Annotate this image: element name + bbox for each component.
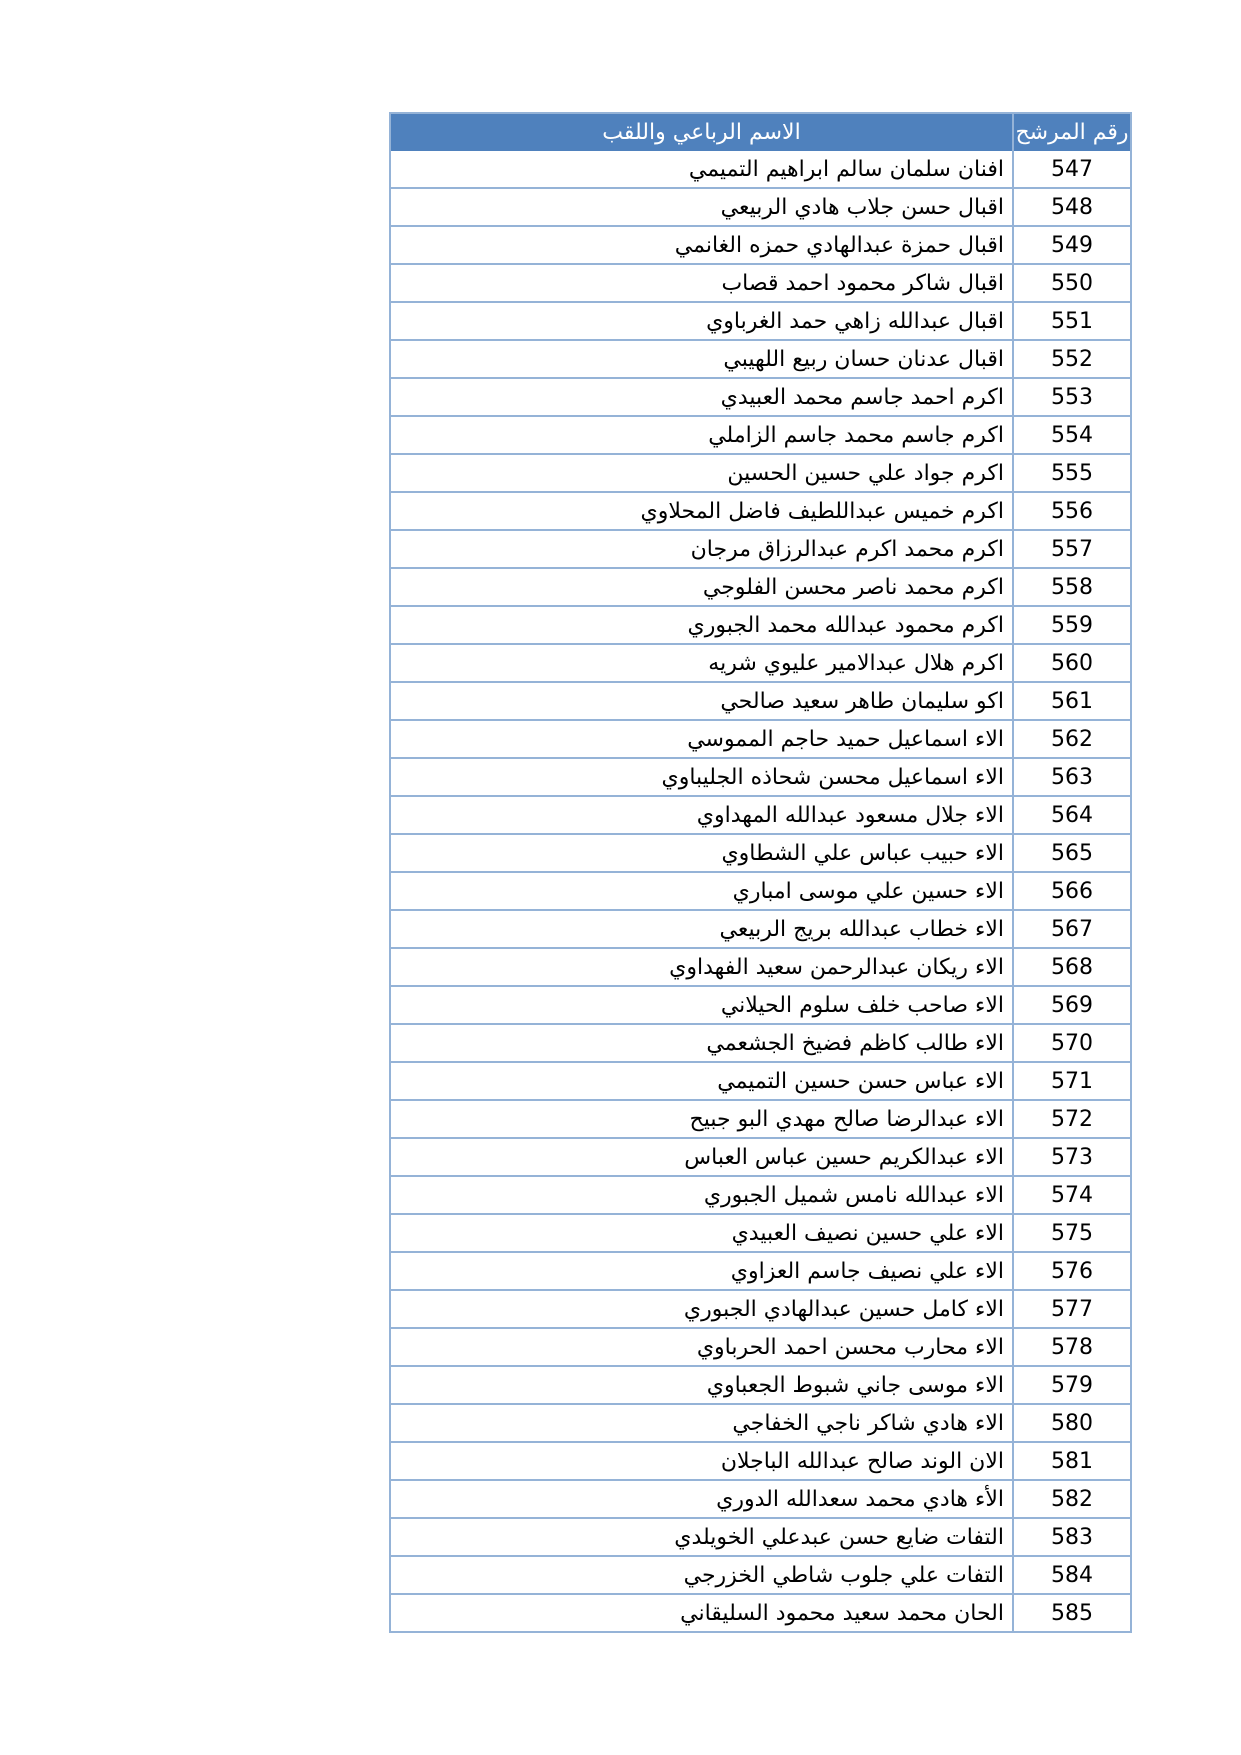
table-row (390, 454, 1131, 492)
candidate-number: 553 (1013, 378, 1131, 416)
candidate-name: اكرم محمد ناصر محسن الفلوجي (390, 568, 1013, 606)
table-row (390, 1290, 1131, 1328)
candidate-number: 584 (1013, 1556, 1131, 1594)
table-row (390, 1480, 1131, 1518)
candidate-number: 568 (1013, 948, 1131, 986)
candidate-name: الاء صاحب خلف سلوم الحيلاني (390, 986, 1013, 1024)
candidate-number: 560 (1013, 644, 1131, 682)
header-full-name: الاسم الرباعي واللقب (390, 113, 1013, 151)
table-row (390, 1594, 1131, 1632)
table-row (390, 606, 1131, 644)
candidate-name: الحان محمد سعيد محمود السليقاني (390, 1594, 1013, 1632)
candidate-name: التفات علي جلوب شاطي الخزرجي (390, 1556, 1013, 1594)
candidate-name: اكرم خميس عبداللطيف فاضل المحلاوي (390, 492, 1013, 530)
candidate-name: اكرم جواد علي حسين الحسين (390, 454, 1013, 492)
candidate-number: 564 (1013, 796, 1131, 834)
candidate-number: 576 (1013, 1252, 1131, 1290)
candidate-name: الأء هادي محمد سعدالله الدوري (390, 1480, 1013, 1518)
candidate-name: اقبال عبدالله زاهي حمد الغرباوي (390, 302, 1013, 340)
candidate-number: 554 (1013, 416, 1131, 454)
candidate-number: 566 (1013, 872, 1131, 910)
table-row (390, 226, 1131, 264)
candidate-name: الاء خطاب عبدالله بريج الربيعي (390, 910, 1013, 948)
candidate-number: 569 (1013, 986, 1131, 1024)
candidate-number: 556 (1013, 492, 1131, 530)
candidate-number: 571 (1013, 1062, 1131, 1100)
candidate-name: الاء طالب كاظم فضيخ الجشعمي (390, 1024, 1013, 1062)
candidate-name: الاء كامل حسين عبدالهادي الجبوري (390, 1290, 1013, 1328)
candidate-number: 555 (1013, 454, 1131, 492)
candidate-number: 563 (1013, 758, 1131, 796)
table-row (390, 1518, 1131, 1556)
table-row (390, 796, 1131, 834)
candidate-number: 585 (1013, 1594, 1131, 1632)
candidate-name: اكرم هلال عبدالامير عليوي شريه (390, 644, 1013, 682)
candidate-name: الاء اسماعيل محسن شحاذه الجليباوي (390, 758, 1013, 796)
candidate-name: الاء حبيب عباس علي الشطاوي (390, 834, 1013, 872)
table-row (390, 416, 1131, 454)
table-row (390, 1062, 1131, 1100)
candidate-number: 583 (1013, 1518, 1131, 1556)
table-row (390, 492, 1131, 530)
candidate-number: 550 (1013, 264, 1131, 302)
table-row (390, 1442, 1131, 1480)
candidate-name: اكرم احمد جاسم محمد العبيدي (390, 378, 1013, 416)
candidate-number: 557 (1013, 530, 1131, 568)
table-row (390, 720, 1131, 758)
candidate-name: الاء عباس حسن حسين التميمي (390, 1062, 1013, 1100)
candidate-name: الاء ريكان عبدالرحمن سعيد الفهداوي (390, 948, 1013, 986)
candidate-number: 558 (1013, 568, 1131, 606)
table-row (390, 834, 1131, 872)
candidate-name: اقبال عدنان حسان ربيع اللهيبي (390, 340, 1013, 378)
candidate-name: الاء اسماعيل حميد حاجم المموسي (390, 720, 1013, 758)
candidate-name: الاء علي نصيف جاسم العزاوي (390, 1252, 1013, 1290)
candidate-name: افنان سلمان سالم ابراهيم التميمي (390, 151, 1013, 188)
candidate-number: 559 (1013, 606, 1131, 644)
table-row (390, 302, 1131, 340)
candidate-number: 577 (1013, 1290, 1131, 1328)
candidate-name: الاء عبدالرضا صالح مهدي البو جبيح (390, 1100, 1013, 1138)
candidate-table (389, 112, 1132, 1633)
candidate-name: التفات ضايع حسن عبدعلي الخويلدي (390, 1518, 1013, 1556)
header-row (390, 113, 1131, 151)
header-candidate-number: رقم المرشح (1013, 113, 1131, 151)
candidate-number: 548 (1013, 188, 1131, 226)
table-row (390, 872, 1131, 910)
candidate-name: الاء موسى جاني شبوط الجعباوي (390, 1366, 1013, 1404)
candidate-name: الان الوند صالح عبدالله الباجلان (390, 1442, 1013, 1480)
candidate-number: 551 (1013, 302, 1131, 340)
candidate-name: الاء علي حسين نصيف العبيدي (390, 1214, 1013, 1252)
candidate-number: 562 (1013, 720, 1131, 758)
table-row (390, 1556, 1131, 1594)
candidate-name: اكرم محمود عبدالله محمد الجبوري (390, 606, 1013, 644)
table-row (390, 1404, 1131, 1442)
candidate-name: اكو سليمان طاهر سعيد صالحي (390, 682, 1013, 720)
candidate-name: الاء محارب محسن احمد الحرباوي (390, 1328, 1013, 1366)
table-row (390, 1176, 1131, 1214)
table-row (390, 568, 1131, 606)
candidate-number: 570 (1013, 1024, 1131, 1062)
table-row (390, 530, 1131, 568)
candidate-number: 579 (1013, 1366, 1131, 1404)
table-row (390, 682, 1131, 720)
candidate-name: الاء عبدالله نامس شميل الجبوري (390, 1176, 1013, 1214)
candidate-number: 552 (1013, 340, 1131, 378)
table-body (390, 151, 1131, 1632)
table-row (390, 1138, 1131, 1176)
table-row (390, 378, 1131, 416)
table-row (390, 340, 1131, 378)
candidate-name: اقبال حسن جلاب هادي الربيعي (390, 188, 1013, 226)
candidate-number: 567 (1013, 910, 1131, 948)
table-row (390, 948, 1131, 986)
table-row (390, 1252, 1131, 1290)
table-row (390, 758, 1131, 796)
table-row (390, 910, 1131, 948)
table-row (390, 644, 1131, 682)
candidate-number: 549 (1013, 226, 1131, 264)
candidate-name: اقبال حمزة عبدالهادي حمزه الغانمي (390, 226, 1013, 264)
candidate-number: 574 (1013, 1176, 1131, 1214)
candidate-name: اقبال شاكر محمود احمد قصاب (390, 264, 1013, 302)
candidate-number: 572 (1013, 1100, 1131, 1138)
table-row (390, 151, 1131, 188)
candidate-name: اكرم محمد اكرم عبدالرزاق مرجان (390, 530, 1013, 568)
candidate-number: 565 (1013, 834, 1131, 872)
table-row (390, 1366, 1131, 1404)
table-row (390, 1328, 1131, 1366)
candidate-number: 575 (1013, 1214, 1131, 1252)
table-row (390, 188, 1131, 226)
candidate-number: 578 (1013, 1328, 1131, 1366)
candidate-name: اكرم جاسم محمد جاسم الزاملي (390, 416, 1013, 454)
table-row (390, 1024, 1131, 1062)
table-row (390, 1214, 1131, 1252)
candidate-name: الاء هادي شاكر ناجي الخفاجي (390, 1404, 1013, 1442)
candidate-number: 582 (1013, 1480, 1131, 1518)
table-row (390, 264, 1131, 302)
candidate-name: الاء حسين علي موسى امباري (390, 872, 1013, 910)
table-row (390, 986, 1131, 1024)
candidate-number: 561 (1013, 682, 1131, 720)
candidate-name: الاء جلال مسعود عبدالله المهداوي (390, 796, 1013, 834)
table-row (390, 1100, 1131, 1138)
candidate-number: 580 (1013, 1404, 1131, 1442)
candidate-number: 581 (1013, 1442, 1131, 1480)
candidate-table-container (389, 112, 1132, 1633)
candidate-number: 573 (1013, 1138, 1131, 1176)
candidate-number: 547 (1013, 151, 1131, 188)
candidate-name: الاء عبدالكريم حسين عباس العباس (390, 1138, 1013, 1176)
